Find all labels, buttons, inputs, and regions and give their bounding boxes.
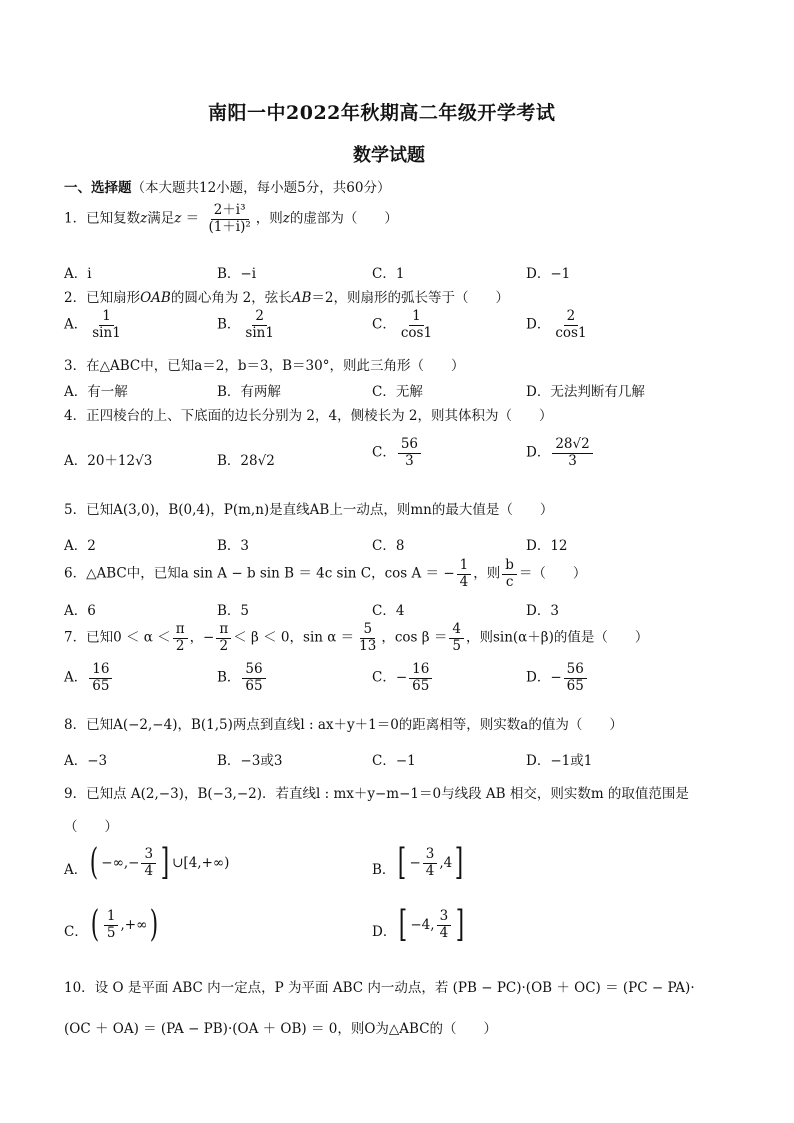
option-b	[217, 449, 275, 469]
q7-text: ，则sin(α＋β)的值是（ ）	[465, 629, 649, 646]
frac-num: 1	[104, 909, 119, 926]
option-sign: −	[395, 669, 408, 686]
q1-frac-den: (1＋i)²	[208, 218, 251, 235]
option-b: B．5	[217, 603, 250, 619]
option-label: C．	[372, 669, 396, 686]
option-a	[64, 449, 152, 469]
question-9-paren: （ ）	[64, 819, 118, 835]
q1-text: 的虚部为（ ）	[289, 210, 398, 227]
question-number: 6．	[64, 565, 87, 582]
question-number: 9．	[64, 786, 87, 802]
option-value: 28√2	[240, 453, 275, 469]
frac-num: 1	[409, 309, 424, 326]
option-label: A．	[64, 862, 88, 878]
q1-frac-num: 2＋i³	[211, 203, 249, 220]
frac-num: π	[216, 622, 231, 639]
option-label: A．	[64, 453, 88, 469]
interval-text: −	[409, 855, 421, 871]
question-10	[64, 976, 695, 996]
option-c: C．−1	[372, 753, 416, 769]
frac-den: 3	[568, 452, 577, 469]
option-sign: −	[550, 669, 562, 686]
option-label: C．	[372, 316, 396, 333]
option-d: D．无法判断有几解	[526, 384, 645, 400]
option-d	[526, 437, 595, 469]
section-note: （本大题共12小题，每小题5分，共60分）	[131, 180, 391, 196]
question-6	[64, 558, 586, 590]
option-label: C．	[372, 444, 396, 461]
option-d	[526, 662, 589, 694]
frac-num: π	[173, 622, 188, 639]
option-label: C．	[64, 924, 88, 940]
frac-num: 2	[252, 309, 267, 326]
frac-den: cos1	[555, 324, 587, 341]
frac-num: 56	[242, 662, 265, 679]
section-title: 一、选择题	[64, 180, 132, 196]
frac-num: 56	[564, 662, 587, 679]
option-b: B．−i	[217, 266, 257, 282]
frac-den: 65	[92, 677, 110, 694]
q9-text: 已知点 A(2,−3)，B(−3,−2)．若直线l : mx＋y−m−1＝0与线段 AB 相交，则实数m 的取值范围是	[86, 786, 689, 802]
frac-num: 16	[409, 662, 432, 679]
option-c	[372, 309, 437, 341]
frac-den: 13	[359, 637, 377, 654]
left-bracket: (	[90, 904, 100, 945]
option-b	[372, 842, 466, 883]
question-1: 1．已知复数z满足z ＝ $\frac{\text{2＋i³}}{\text{(1＋i)²}}$ ，则z的虚部为（ ）	[64, 202, 398, 235]
frac-den: cos1	[400, 324, 433, 341]
frac-den: 5	[106, 924, 116, 941]
question-3	[64, 354, 464, 374]
question-number: 5．	[64, 502, 87, 518]
q6-text: △ABC中，已知a sin A − b sin B ＝ 4c sin C，cos A ＝ −	[86, 565, 455, 582]
frac-num: 5	[360, 622, 375, 639]
left-bracket: [	[399, 904, 408, 945]
question-number: 10．	[64, 980, 95, 996]
question-number: 8．	[64, 717, 87, 733]
option-a: A．6	[64, 603, 96, 619]
option-label: A．	[64, 669, 88, 686]
question-10-line2: (OC ＋ OA) ＝ (PA − PB)·(OA ＋ OB) ＝ 0，则O为△ABC的（ ）	[64, 1021, 498, 1037]
left-bracket: (	[90, 842, 99, 883]
frac-den: 65	[566, 677, 584, 694]
q3-text: 在△ABC中，已知a＝2，b＝3，B＝30°，则此三角形（ ）	[86, 358, 465, 374]
option-label: D．	[526, 316, 551, 333]
frac-den: 3	[405, 452, 414, 469]
option-d: D．3	[526, 603, 559, 619]
question-8	[64, 713, 623, 733]
q2-var: AB	[291, 290, 312, 306]
option-label: A．	[64, 316, 88, 333]
frac-den: 4	[459, 573, 469, 590]
q2-text: 已知扇形	[86, 290, 141, 306]
right-bracket: ]	[160, 842, 170, 883]
frac-den: 2	[219, 637, 229, 654]
option-d	[372, 904, 467, 945]
q6-text: ，则	[473, 565, 501, 582]
frac-num: 1	[457, 558, 472, 575]
q1-fraction	[205, 203, 253, 235]
option-b	[217, 309, 279, 341]
q1-text: 满足	[147, 210, 175, 227]
frac-den: 65	[412, 677, 430, 694]
option-label: D．	[526, 444, 551, 461]
option-label: B．	[217, 453, 241, 469]
option-c: C．1	[372, 266, 405, 282]
question-number: 2．	[64, 290, 87, 306]
q8-text: 已知A(−2,−4)，B(1,5)两点到直线l : ax＋y＋1＝0的距离相等，则实数a的值为（ ）	[86, 717, 623, 733]
frac-den: 5	[452, 637, 461, 654]
frac-num: 1	[99, 309, 114, 326]
option-c	[372, 437, 423, 469]
right-bracket: ]	[455, 842, 464, 883]
page-subtitle: 数学试题	[353, 145, 425, 166]
q1-var: z	[140, 210, 148, 227]
option-b: B．有两解	[217, 384, 281, 400]
option-label: B．	[372, 862, 396, 878]
frac-den: c	[505, 573, 514, 590]
option-c: C．无解	[372, 384, 423, 400]
option-c: C．8	[372, 538, 405, 554]
q1-var: z	[174, 210, 182, 227]
interval-text: −4,	[410, 917, 435, 933]
frac-num: 4	[449, 622, 464, 639]
option-label: B．	[217, 669, 241, 686]
question-5	[64, 498, 553, 518]
frac-num: 3	[141, 847, 156, 864]
option-a	[64, 309, 126, 341]
option-c: C．4	[372, 603, 405, 619]
option-a	[64, 842, 230, 883]
option-a: A．−3	[64, 753, 108, 769]
option-a: A．有一解	[64, 384, 128, 400]
interval-text: ,+∞	[120, 917, 148, 933]
option-d	[526, 309, 592, 341]
frac-den: 4	[144, 862, 154, 879]
q1-text: 已知复数	[86, 210, 141, 227]
option-label: D．	[372, 924, 397, 940]
right-bracket: ]	[455, 904, 465, 945]
q6-text: ＝（ ）	[518, 565, 587, 582]
question-7	[64, 622, 648, 654]
question-number: 3．	[64, 358, 87, 374]
q1-var: z	[282, 210, 290, 227]
option-b: B．3	[217, 538, 250, 554]
option-c	[64, 904, 161, 945]
right-bracket: )	[150, 904, 159, 945]
frac-num: 2	[564, 309, 579, 326]
question-4	[64, 404, 552, 424]
frac-num: 28√2	[552, 437, 592, 454]
q2-text: ＝2，则扇形的弧长等于（ ）	[311, 290, 509, 306]
option-c	[372, 662, 434, 694]
frac-num: 3	[437, 909, 452, 926]
option-b	[217, 662, 268, 694]
frac-den: sin1	[245, 324, 274, 341]
q1-text: ，则	[255, 210, 283, 227]
question-number: 7．	[64, 629, 87, 646]
frac-den: 4	[425, 862, 435, 879]
option-b: B．−3或3	[217, 753, 283, 769]
frac-den: sin1	[92, 324, 121, 341]
option-a: A．i	[64, 266, 92, 282]
q7-text: ＜ β ＜ 0，sin α ＝	[233, 629, 355, 646]
question-9	[64, 782, 689, 802]
frac-num: b	[502, 558, 517, 575]
option-a: A．2	[64, 538, 96, 554]
q2-text: 的圆心角为 2，弦长	[170, 290, 292, 306]
page-title: 南阳一中2022年秋期高二年级开学考试	[208, 102, 556, 124]
question-2	[64, 286, 509, 306]
q10-text: 设 O 是平面 ABC 内一定点，P 为平面 ABC 内一动点，若 (PB − PC)·(OB ＋ OC) ＝ (PC − PA)·	[94, 980, 695, 996]
option-d: D．−1	[526, 266, 571, 282]
option-d: D．12	[526, 538, 568, 554]
frac-num: 3	[423, 847, 438, 864]
frac-num: 16	[89, 662, 112, 679]
option-d: D．−1或1	[526, 753, 593, 769]
section-heading	[64, 176, 390, 196]
frac-den: 65	[245, 677, 263, 694]
question-number: 1．	[64, 210, 87, 227]
interval-text: ∪[4,+∞)	[172, 855, 230, 871]
option-value: 20＋12√3	[87, 453, 153, 469]
frac-den: 2	[175, 637, 185, 654]
q4-text: 正四棱台的上、下底面的边长分别为 2，4，侧棱长为 2，则其体积为（ ）	[86, 408, 553, 424]
interval-text: −∞,−	[101, 855, 140, 871]
left-bracket: [	[398, 842, 407, 883]
q7-text: ，−	[189, 629, 215, 646]
option-a	[64, 662, 114, 694]
q2-var: OAB	[140, 290, 171, 306]
q5-text: 已知A(3,0)，B(0,4)，P(m,n)是直线AB上一动点，则mn的最大值是（ ）	[86, 502, 554, 518]
question-number: 4．	[64, 408, 87, 424]
q7-text: 已知0 ＜ α ＜	[86, 629, 171, 646]
option-label: D．	[526, 669, 551, 686]
option-label: B．	[217, 316, 241, 333]
frac-num: 56	[398, 437, 421, 454]
q7-text: ，cos β ＝	[381, 629, 448, 646]
interval-text: ,4	[439, 855, 453, 871]
frac-den: 4	[439, 924, 449, 941]
